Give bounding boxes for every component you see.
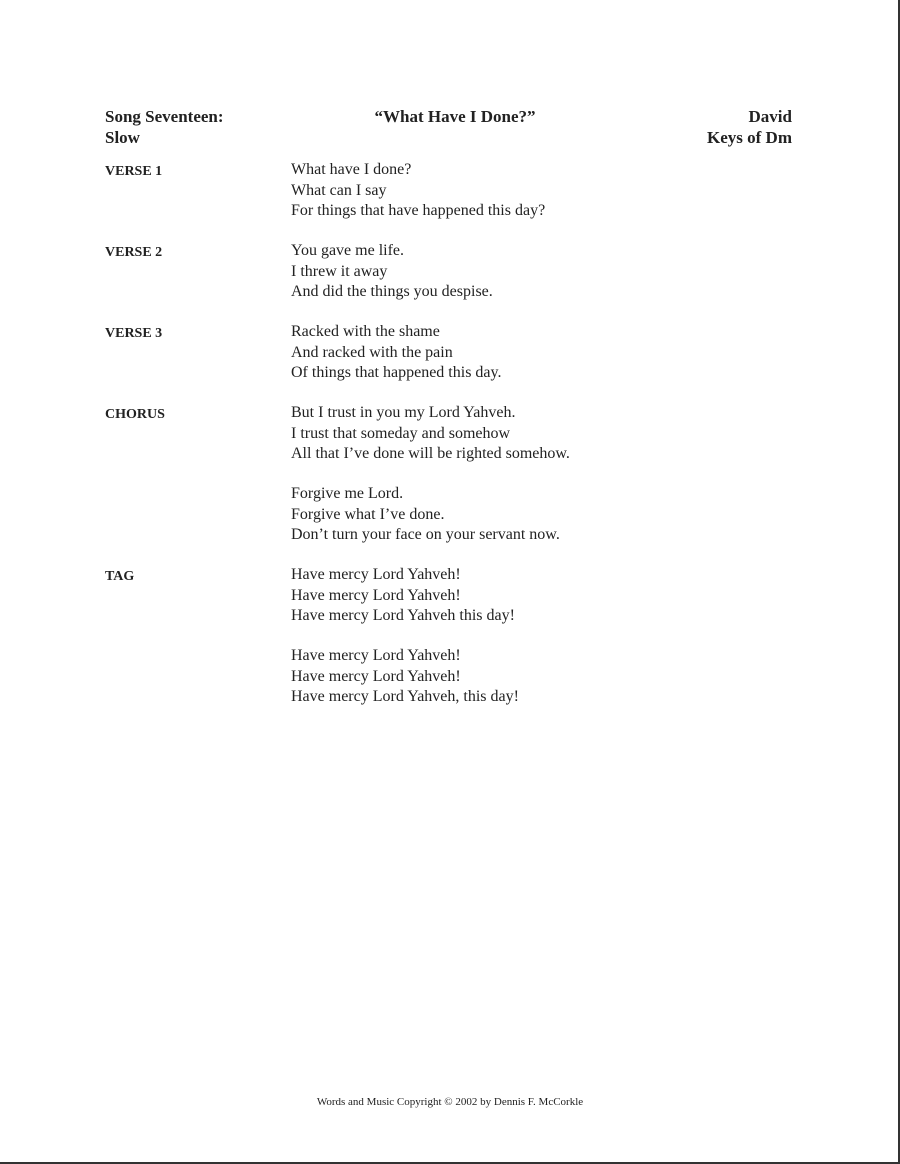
section-label: VERSE 2 xyxy=(105,245,163,260)
section-label: VERSE 1 xyxy=(105,164,163,179)
lyric-line: Have mercy Lord Yahveh this day! xyxy=(291,607,515,624)
song-title: “What Have I Done?” xyxy=(374,107,536,126)
lyric-line: Racked with the shame xyxy=(291,323,440,340)
lyric-line: For things that have happened this day? xyxy=(291,202,546,219)
lyrics xyxy=(291,565,515,627)
lyrics xyxy=(291,241,493,303)
lyric-line: Forgive what I’ve done. xyxy=(291,505,445,523)
lyric-line: You gave me life. xyxy=(291,242,405,259)
lyric-line: Have mercy Lord Yahveh! xyxy=(291,667,461,685)
lyric-line: What can I say xyxy=(291,181,387,199)
lyrics xyxy=(291,484,560,546)
lyric-line: I trust that someday and somehow xyxy=(291,424,511,442)
lyric-line: Have mercy Lord Yahveh! xyxy=(291,566,461,583)
song-number-block xyxy=(105,106,224,148)
lyric-line: What have I done? xyxy=(291,161,412,178)
section-label: TAG xyxy=(105,569,135,584)
song-number: Song Seventeen: xyxy=(105,107,224,126)
lyric-line: And racked with the pain xyxy=(291,343,453,361)
lyric-line: Forgive me Lord. xyxy=(291,485,404,502)
lyrics xyxy=(291,646,519,708)
lyric-line: Have mercy Lord Yahveh! xyxy=(291,647,461,664)
song-author: David xyxy=(748,107,792,126)
lyrics xyxy=(291,160,545,222)
copyright-footer: Words and Music Copyright © 2002 by Dennis F. McCorkle xyxy=(316,1096,584,1108)
lyric-line: I threw it away xyxy=(291,262,388,280)
lyric-line: Have mercy Lord Yahveh! xyxy=(291,586,461,604)
lyric-line: Have mercy Lord Yahveh, this day! xyxy=(291,688,519,705)
lyric-line: But I trust in you my Lord Yahveh. xyxy=(291,404,516,421)
lyrics xyxy=(291,403,570,465)
section-label: VERSE 3 xyxy=(105,326,163,341)
song-key: Keys of Dm xyxy=(707,128,792,147)
lyric-line: Don’t turn your face on your servant now. xyxy=(291,526,560,543)
song-info-block xyxy=(707,106,792,148)
lyric-line: Of things that happened this day. xyxy=(291,364,502,381)
lyric-line: And did the things you despise. xyxy=(291,283,493,300)
lyrics xyxy=(291,322,501,384)
lyric-line: All that I’ve done will be righted somehow. xyxy=(291,445,570,462)
tempo: Slow xyxy=(105,128,140,147)
section-label: CHORUS xyxy=(105,407,165,422)
